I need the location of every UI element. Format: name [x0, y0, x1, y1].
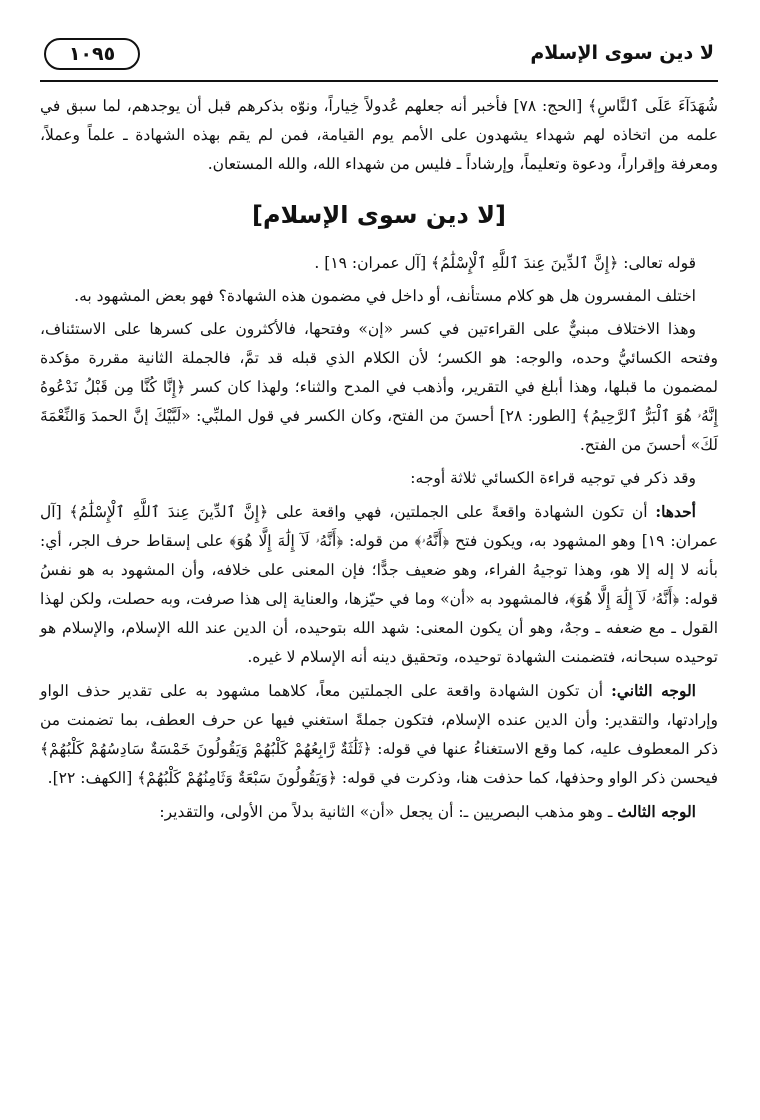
paragraph-3: وقد ذكر في توجيه قراءة الكسائي ثلاثة أوجه: — [410, 469, 696, 487]
intro-paragraph: شُهَدَآءَ عَلَى ٱلنَّاسِ﴾ [الحج: ٧٨] فأخبر أنه جعلهم عُدولاً خِياراً، ونوّه بذكرهم قبل أن يوجدهم، لما سبق في علمه من اتخاذه لهم شهداء يشهدون على الأمم يوم القيامة، فمن لم يقم بهذه الشهادة ـ علماً وعملاً، ومعرفة وإقراراً، ودعوة وتعليماً، وإرشاداً ـ فليس من شهداء الله، والله المستعان. — [40, 97, 718, 173]
second-aspect-paragraph — [40, 676, 718, 793]
section-title: [لا دين سوى الإسلام] — [252, 201, 506, 229]
third-aspect-paragraph — [40, 797, 718, 827]
paragraph-1: اختلف المفسرون هل هو كلام مستأنف، أو داخل في مضمون هذه الشهادة؟ فهو بعض المشهود به. — [74, 287, 696, 305]
page-body — [40, 92, 718, 831]
third-aspect-label: الوجه الثالث — [617, 802, 696, 821]
page-header — [40, 36, 718, 82]
page-number: ١٠٩٥ — [44, 38, 140, 70]
third-aspect-text: ـ وهو مذهب البصريين ـ: أن يجعل «أن» الثانية بدلاً من الأولى، والتقدير: — [159, 803, 618, 821]
first-aspect-paragraph — [40, 497, 718, 672]
second-aspect-label: الوجه الثاني: — [611, 681, 696, 700]
running-title: لا دين سوى الإسلام — [530, 42, 714, 64]
paragraph-2: وهذا الاختلاف مبنيٌّ على القراءتين في كسر «إن» وفتحها، فالأكثرون على كسرها على الاستئناف، وفتحه الكسائيُّ وحده، والوجه: هو الكسر؛ لأن الكلام الذي قبله قد تمَّ، فالجملة الثانية مقررة مؤكدة لمضمون ما قبلها، وهذا أبلغ في التقرير، وأذهب في المدح والثناء؛ ولهذا كان كسر ﴿إِنَّا كُنَّا مِن قَبْلُ نَدْعُوهُ إِنَّهُۥ هُوَ ٱلْبَرُّ ٱلرَّحِيمُ﴾ [الطور: ٢٨] أحسنَ من الفتح، وكان الكسر في قول الملبِّي: «لَبَّيْكَ إنَّ الحمدَ وَالنِّعْمَةَ لَكَ» أحسنَ من الفتح. — [40, 320, 718, 454]
verse-paragraph: قوله تعالى: ﴿إِنَّ ٱلدِّينَ عِندَ ٱللَّهِ ٱلْإِسْلَٰمُ﴾ [آل عمران: ١٩] . — [314, 254, 696, 272]
first-aspect-label: أحدها: — [655, 502, 696, 521]
second-aspect-text: أن تكون الشهادة واقعة على الجملتين معاً، كلاهما مشهود به على تقدير حذف الواو وإرادتها، والتقدير: وأن الدين عنده الإسلام، فتكون جملةً استغني فيها عن حرف العطف، بما تضمنت من ذكر المعطوف عليه، كما وقع الاستغناءُ عنها في قوله: ﴿ثَلَٰثَةٌ رَّابِعُهُمْ كَلْبُهُمْ وَيَقُولُونَ خَمْسَةٌ سَادِسُهُمْ كَلْبُهُمْ﴾ فيحسن ذكر الواو وحذفها، كما حذفت هنا، وذكرت في قوله: ﴿وَيَقُولُونَ سَبْعَةٌ وَثَامِنُهُمْ كَلْبُهُمْ﴾ [الكهف: ٢٢]. — [40, 682, 718, 787]
first-aspect-text: أن تكون الشهادة واقعةً على الجملتين، فهي واقعة على ﴿إِنَّ ٱلدِّينَ عِندَ ٱللَّهِ ٱلْإِسْلَٰمُ﴾ [آل عمران: ١٩] وهو المشهود به، ويكون فتح ﴿أَنَّهُۥ﴾ من قوله: ﴿أَنَّهُۥ لَآ إِلَٰهَ إِلَّا هُوَ﴾ على إسقاط حرف الجر، أي: بأنه لا إله إلا هو، وهذا توجيهُ الفراء، وهو ضعيف جدًّا؛ فإن المعنى على خلافه، وأن المشهود به هو نفسُ قوله: ﴿أَنَّهُۥ لَآ إِلَٰهَ إِلَّا هُوَ﴾، فالمشهود به «أن» وما في حيّزها، والعناية إلى هذا صرفت، وبه حصلت، ولكن لهذا القول ـ مع ضعفه ـ وجهٌ، وهو أن يكون المعنى: شهد الله بتوحيده، أن الدين عند الله الإسلام، والإسلام هو توحيده سبحانه، فتضمنت الشهادة توحيده، وتحقيق دينه أنه الإسلام لا غيره. — [40, 503, 718, 666]
